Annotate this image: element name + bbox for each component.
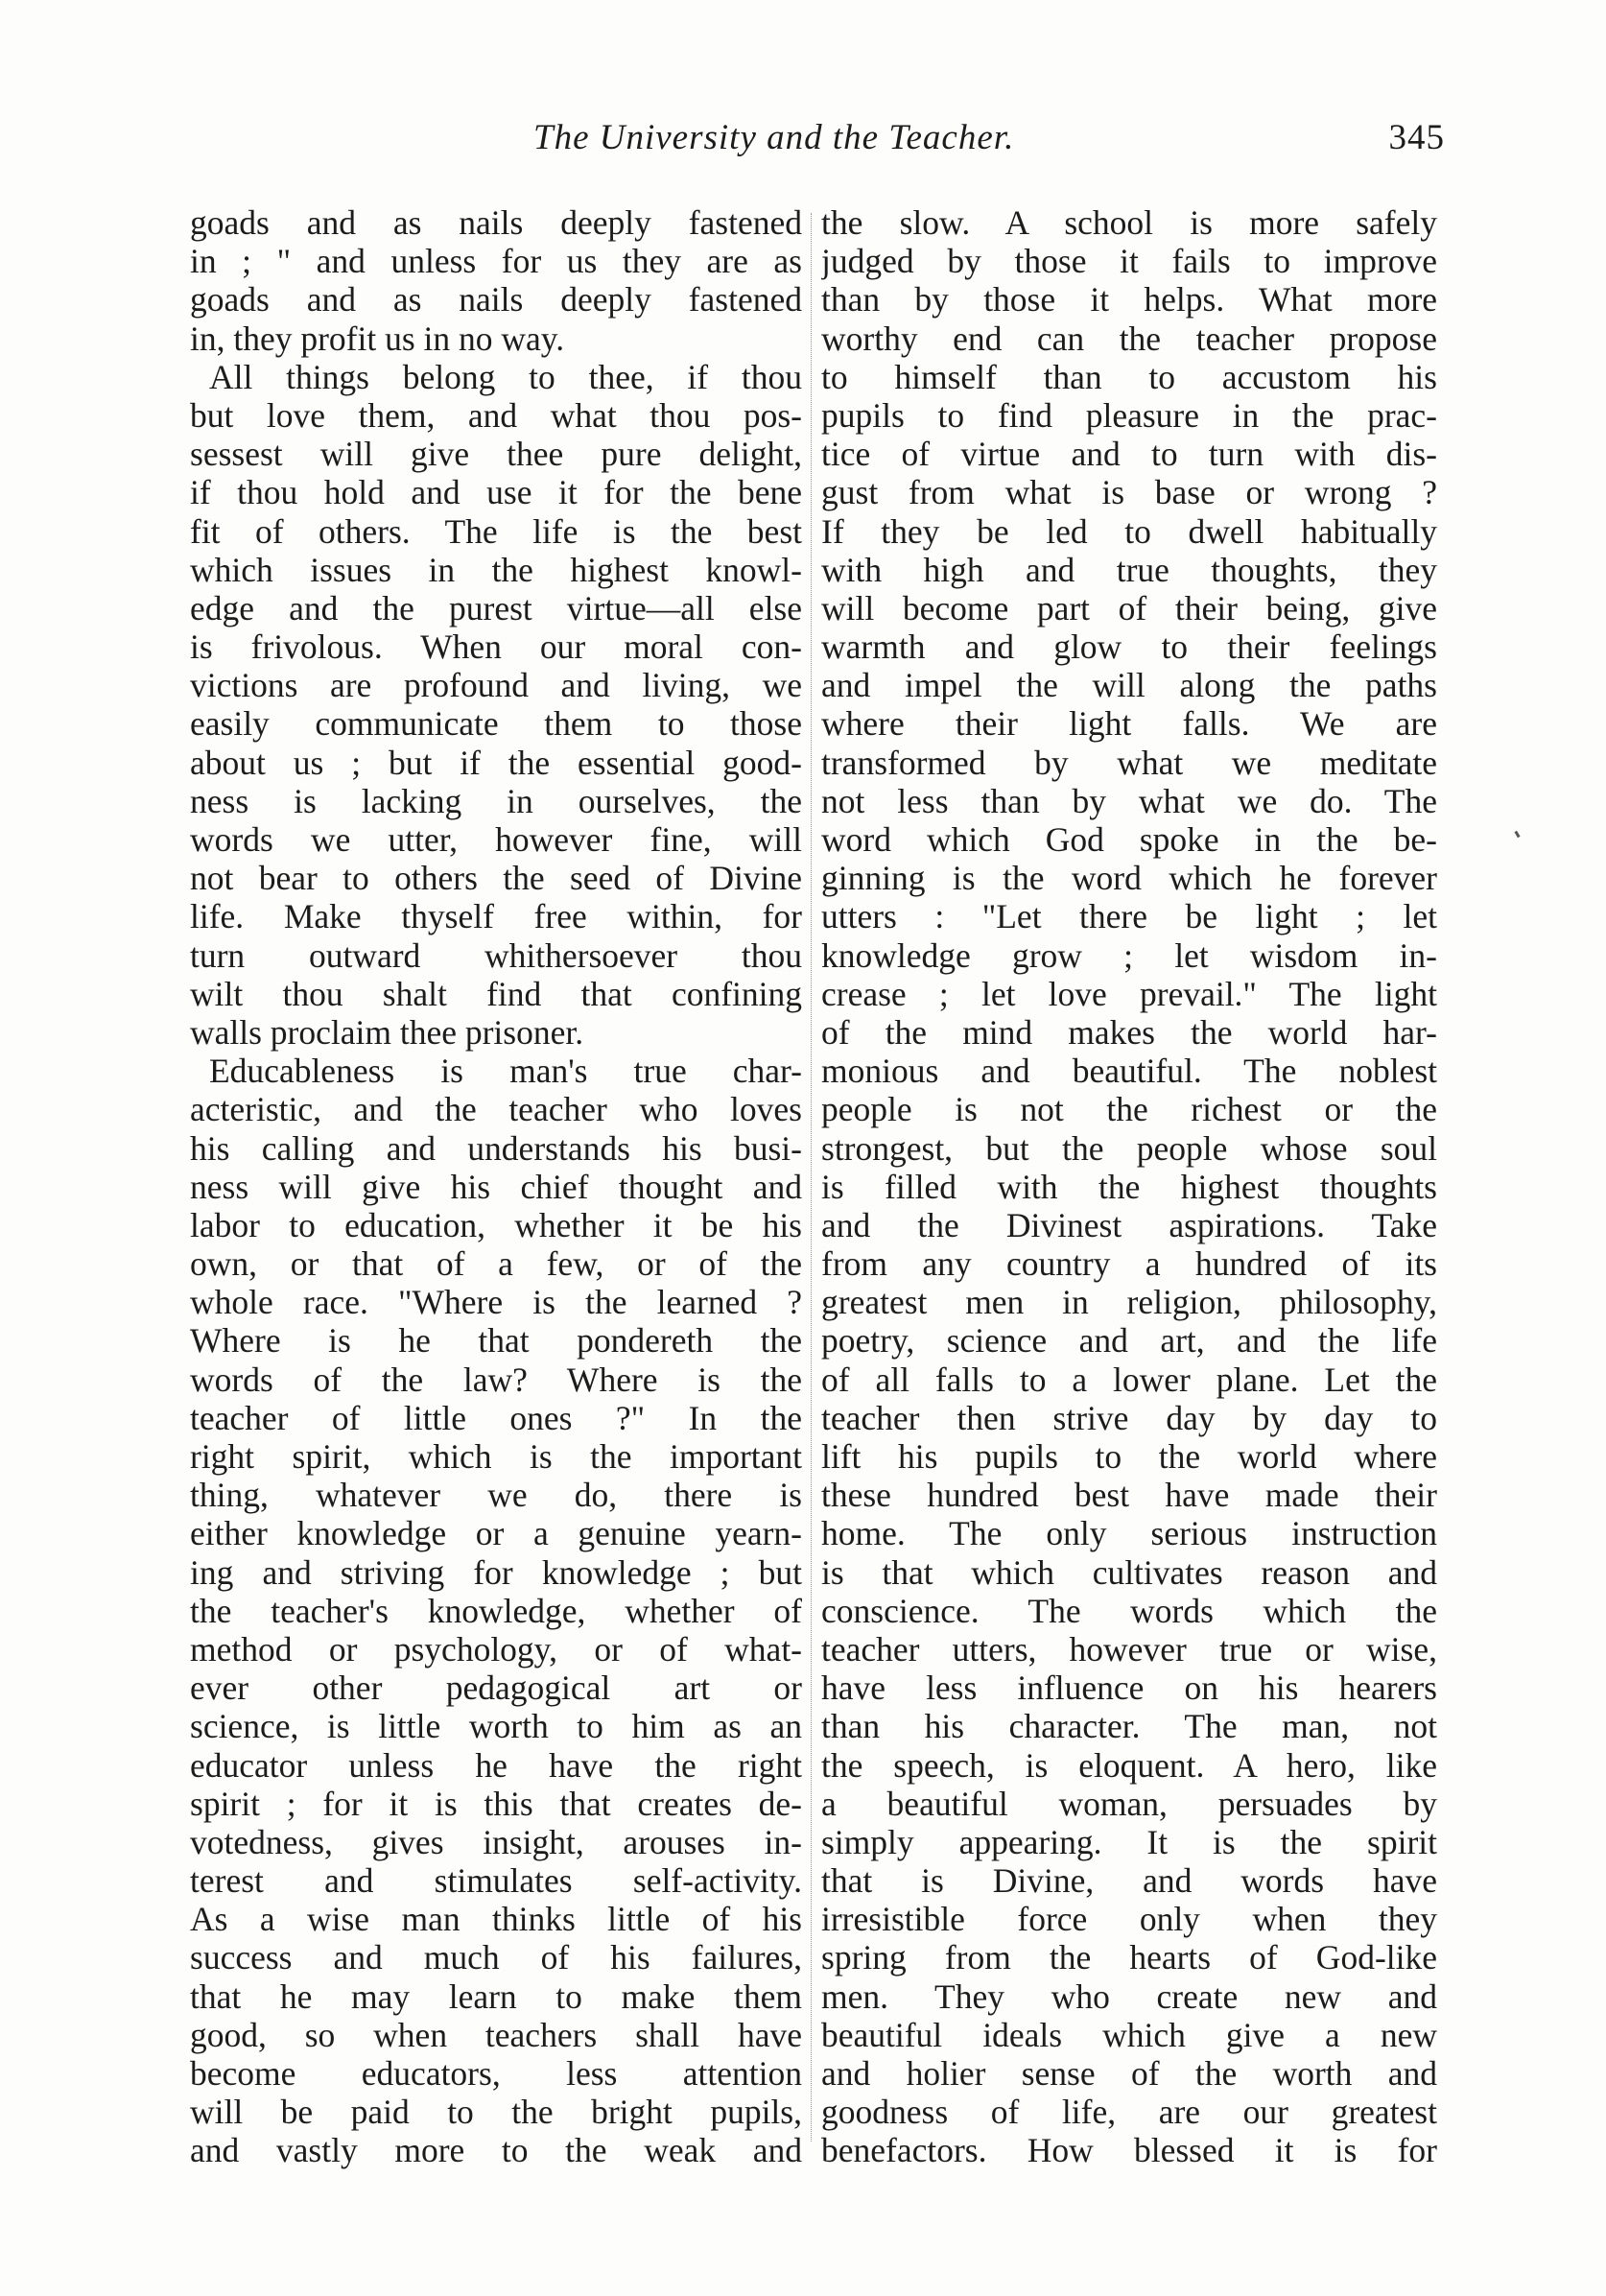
text-line: thing, whatever we do, there is (190, 1476, 802, 1515)
text-line: life. Make thyself free within, for (190, 897, 802, 936)
text-line: tice of virtue and to turn with dis- (821, 435, 1437, 474)
text-line: with high and true thoughts, they (821, 550, 1437, 589)
text-line: turn outward whithersoever thou (190, 935, 802, 975)
running-head (188, 117, 1445, 165)
text-line: is frivolous. When our moral con- (190, 627, 802, 667)
column-divider (811, 213, 812, 2142)
text-line: teacher utters, however true or wise, (821, 1629, 1437, 1669)
text-line: not bear to others the seed of Divine (190, 859, 802, 898)
text-line: word which God spoke in the be- (821, 820, 1437, 859)
text-line: strongest, but the people whose soul (821, 1128, 1437, 1168)
text-line: not less than by what we do. The (821, 781, 1437, 820)
text-line: ever other pedagogical art or (190, 1669, 802, 1708)
text-line: his calling and understands his busi- (190, 1128, 802, 1168)
text-line: of all falls to a lower plane. Let the (821, 1360, 1437, 1399)
text-line: irresistible force only when they (821, 1900, 1437, 1939)
text-line: All things belong to thee, if thou (209, 357, 802, 396)
text-line: teacher of little ones ?" In the (190, 1398, 802, 1437)
text-line: these hundred best have made their (821, 1476, 1437, 1515)
text-line: crease ; let love prevail." The light (821, 974, 1437, 1013)
text-line: simply appearing. It is the spirit (821, 1822, 1437, 1861)
text-line: goodness of life, are our greatest (821, 2093, 1437, 2132)
text-line: goads and as nails deeply fastened (190, 280, 802, 320)
text-line: pupils to find pleasure in the prac- (821, 395, 1437, 435)
text-line: home. The only serious instruction (821, 1514, 1437, 1553)
text-line: judged by those it fails to improve (821, 242, 1437, 281)
text-line: in ; " and unless for us they are as (190, 242, 802, 281)
text-line: victions are profound and living, we (190, 666, 802, 705)
text-line: If they be led to dwell habitually (821, 511, 1437, 551)
text-line: edge and the purest virtue—all else (190, 588, 802, 627)
running-title: The University and the Teacher. (533, 118, 1015, 157)
text-line: than by those it helps. What more (821, 280, 1437, 320)
text-line: lift his pupils to the world where (821, 1437, 1437, 1476)
text-line: Where is he that pondereth the (190, 1321, 802, 1361)
text-line: goads and as nails deeply fastened (190, 203, 802, 242)
text-line: from any country a hundred of its (821, 1244, 1437, 1284)
text-line: labor to education, whether it be his (190, 1205, 802, 1244)
text-line: knowledge grow ; let wisdom in- (821, 935, 1437, 975)
text-line: to himself than to accustom his (821, 357, 1437, 396)
text-line: greatest men in religion, philosophy, (821, 1283, 1437, 1322)
text-line: ness will give his chief thought and (190, 1167, 802, 1206)
text-line: either knowledge or a genuine yearn- (190, 1514, 802, 1553)
text-line: if thou hold and use it for the bene (190, 473, 802, 512)
text-line: gust from what is base or wrong ? (821, 473, 1437, 512)
text-line: whole race. "Where is the learned ? (190, 1283, 802, 1322)
text-line: and vastly more to the weak and (190, 2131, 802, 2170)
text-line: science, is little worth to him as an (190, 1707, 802, 1746)
right-text-column (821, 203, 1437, 2170)
text-line: have less influence on his hearers (821, 1669, 1437, 1708)
text-line: terest and stimulates self-activity. (190, 1861, 802, 1901)
text-line: As a wise man thinks little of his (190, 1900, 802, 1939)
text-line: acteristic, and the teacher who loves (190, 1090, 802, 1129)
text-line: a beautiful woman, persuades by (821, 1784, 1437, 1823)
text-line: conscience. The words which the (821, 1591, 1437, 1630)
text-line: success and much of his failures, (190, 1938, 802, 1977)
text-line: good, so when teachers shall have (190, 2015, 802, 2054)
text-line: spring from the hearts of God-like (821, 1938, 1437, 1977)
text-line: utters : "Let there be light ; let (821, 897, 1437, 936)
text-line: poetry, science and art, and the life (821, 1321, 1437, 1361)
text-line: spirit ; for it is this that creates de- (190, 1784, 802, 1823)
text-line: but love them, and what thou pos- (190, 395, 802, 435)
text-line: about us ; but if the essential good- (190, 743, 802, 782)
text-line: in, they profit us in no way. (190, 319, 565, 358)
text-line: men. They who create new and (821, 1976, 1437, 2016)
text-line: than his character. The man, not (821, 1707, 1437, 1746)
text-line: method or psychology, or of what- (190, 1629, 802, 1669)
text-line: words we utter, however fine, will (190, 820, 802, 859)
text-line: votedness, gives insight, arouses in- (190, 1822, 802, 1861)
text-line: benefactors. How blessed it is for (821, 2131, 1437, 2170)
text-line: where their light falls. We are (821, 704, 1437, 744)
text-line: monious and beautiful. The noblest (821, 1052, 1437, 1091)
text-line: and the Divinest aspirations. Take (821, 1205, 1437, 1244)
text-line: fit of others. The life is the best (190, 511, 802, 551)
page-number: 345 (1388, 118, 1445, 157)
text-line: that he may learn to make them (190, 1976, 802, 2016)
text-line: beautiful ideals which give a new (821, 2015, 1437, 2054)
text-line: become educators, less attention (190, 2054, 802, 2093)
text-line: the teacher's knowledge, whether of (190, 1591, 802, 1630)
text-line: ginning is the word which he forever (821, 859, 1437, 898)
text-line: that is Divine, and words have (821, 1861, 1437, 1901)
text-line: words of the law? Where is the (190, 1360, 802, 1399)
text-line: will be paid to the bright pupils, (190, 2093, 802, 2132)
text-line: and holier sense of the worth and (821, 2054, 1437, 2093)
text-line: sessest will give thee pure delight, (190, 435, 802, 474)
text-line: is filled with the highest thoughts (821, 1167, 1437, 1206)
text-line: the speech, is eloquent. A hero, like (821, 1745, 1437, 1785)
text-line: Educableness is man's true char- (209, 1052, 802, 1091)
text-line: people is not the richest or the (821, 1090, 1437, 1129)
text-line: teacher then strive day by day to (821, 1398, 1437, 1437)
text-line: the slow. A school is more safely (821, 203, 1437, 242)
text-line: and impel the will along the paths (821, 666, 1437, 705)
text-line: which issues in the highest knowl- (190, 550, 802, 589)
text-line: wilt thou shalt find that confining (190, 974, 802, 1013)
text-line: worthy end can the teacher propose (821, 319, 1437, 358)
text-line: educator unless he have the right (190, 1745, 802, 1785)
text-line: transformed by what we meditate (821, 743, 1437, 782)
text-line: right spirit, which is the important (190, 1437, 802, 1476)
text-line: ness is lacking in ourselves, the (190, 781, 802, 820)
text-line: warmth and glow to their feelings (821, 627, 1437, 667)
text-line: ing and striving for knowledge ; but (190, 1552, 802, 1592)
text-line: own, or that of a few, or of the (190, 1244, 802, 1284)
text-line: easily communicate them to those (190, 704, 802, 744)
text-line: will become part of their being, give (821, 588, 1437, 627)
text-line: walls proclaim thee prisoner. (190, 1012, 584, 1052)
text-line: is that which cultivates reason and (821, 1552, 1437, 1592)
margin-mark (1514, 831, 1520, 839)
left-text-column (190, 203, 802, 2170)
text-line: of the mind makes the world har- (821, 1012, 1437, 1052)
